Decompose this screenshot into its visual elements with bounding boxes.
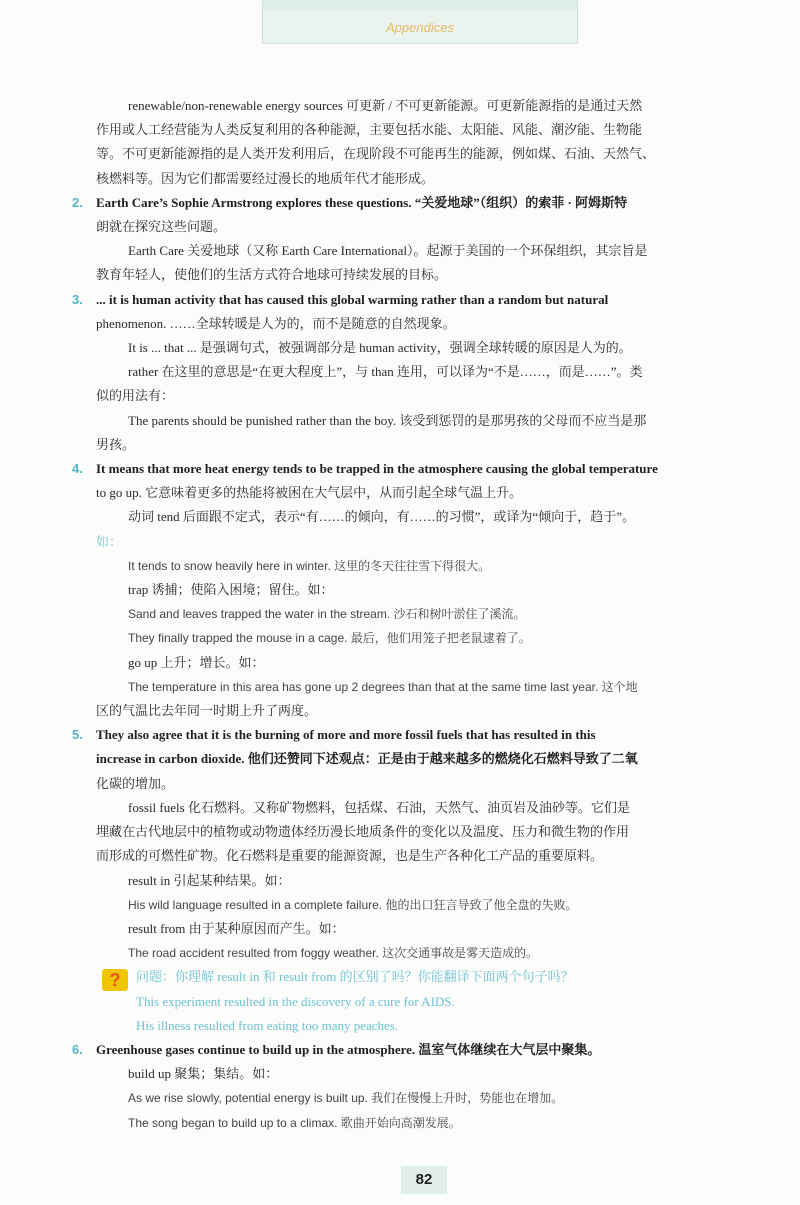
example-sentence: It tends to snow heavily here in winter. 这里的冬天往往雪下得很大。 <box>128 558 491 573</box>
example-sentence: The temperature in this area has gone up 2 degrees than that at the same time last year. 这个地 <box>128 679 638 694</box>
example-sentence: The song began to build up to a climax. 歌曲开始向高潮发展。 <box>128 1115 461 1130</box>
header-tab <box>262 0 578 44</box>
example-sentence: As we rise slowly, potential energy is built up. 我们在慢慢上升时，势能也在增加。 <box>128 1091 564 1106</box>
key-sentence: 朗就在探究这些问题。 <box>96 219 227 235</box>
explanation: trap 诱捕；使陷入困境；留住。如： <box>128 582 334 598</box>
note-item-5 <box>72 723 774 1038</box>
note-item-3 <box>72 288 774 457</box>
key-sentence: increase in carbon dioxide. 他们还赞同下述观点：正是由于越来越多的燃烧化石燃料导致了二氧 <box>96 751 638 767</box>
explanation: 似的用法有： <box>96 388 175 404</box>
text-line: renewable/non-renewable energy sources 可更新 / 不可更新能源。可更新能源指的是通过天然 <box>128 98 643 113</box>
explanation: rather 在这里的意思是“在更大程度上”，与 than 连用，可以译为“不是……，而是……”。类 <box>128 364 643 380</box>
example-label: 如： <box>96 533 123 549</box>
item-number: 4. <box>72 461 83 477</box>
example-sentence: 区的气温比去年同一时期上升了两度。 <box>96 703 318 719</box>
page-number: 82 <box>401 1166 447 1194</box>
text-line: 核燃料等。因为它们都需要经过漫长的地质年代才能形成。 <box>96 170 435 186</box>
question-prompt: 问题：你理解 result in 和 result from 的区别了吗？你能翻译下面两个句子吗？ <box>136 969 574 985</box>
note-renewable-energy <box>96 94 774 191</box>
example-sentence: Sand and leaves trapped the water in the stream. 沙石和树叶淤住了溪流。 <box>128 607 526 622</box>
question-box <box>96 965 774 1038</box>
key-sentence: Earth Care’s Sophie Armstrong explores these questions. “关爱地球”（组织）的索菲 · 阿姆斯特 <box>96 194 628 210</box>
question-sentence: This experiment resulted in the discovery of a cure for AIDS. <box>136 993 455 1009</box>
question-sentence: His illness resulted from eating too many peaches. <box>136 1017 399 1033</box>
text-line: 作用或人工经营能为人类反复利用的各种能源，主要包括水能、太阳能、风能、潮汐能、生物能 <box>96 122 643 138</box>
page-content <box>72 94 774 1135</box>
key-sentence: Greenhouse gases continue to build up in the atmosphere. 温室气体继续在大气层中聚集。 <box>96 1041 601 1057</box>
explanation: fossil fuels 化石燃料。又称矿物燃料，包括煤、石油，天然气、油页岩及油砂等。它们是 <box>128 799 630 815</box>
text-line: 等。不可更新能源指的是人类开发利用后，在现阶段不可能再生的能源，例如煤、石油、天然气、 <box>96 146 656 162</box>
explanation: Earth Care 关爱地球（又称 Earth Care International）。起源于美国的一个环保组织，其宗旨是 <box>128 243 648 259</box>
item-number: 3. <box>72 291 83 307</box>
key-sentence: 化碳的增加。 <box>96 775 175 791</box>
example-sentence: They finally trapped the mouse in a cage. 最后，他们用笼子把老鼠逮着了。 <box>128 631 531 646</box>
explanation: 埋藏在古代地层中的植物或动物遗体经历漫长地质条件的变化以及温度、压力和微生物的作用 <box>96 824 630 840</box>
explanation: go up 上升；增长。如： <box>128 654 265 670</box>
explanation: result in 引起某种结果。如： <box>128 872 291 888</box>
example-sentence: 男孩。 <box>96 436 136 452</box>
explanation: It is ... that ... 是强调句式，被强调部分是 human activity，强调全球转暖的原因是人为的。 <box>128 340 632 356</box>
key-sentence: phenomenon. ……全球转暖是人为的，而不是随意的自然现象。 <box>96 315 456 331</box>
item-number: 5. <box>72 727 83 743</box>
note-item-6 <box>72 1038 774 1135</box>
key-sentence: to go up. 它意味着更多的热能将被困在大气层中，从而引起全球气温上升。 <box>96 485 523 501</box>
note-item-4 <box>72 457 774 723</box>
section-title: Appendices <box>386 20 454 35</box>
note-item-2 <box>72 191 774 288</box>
header-strip <box>263 0 577 10</box>
explanation: result from 由于某种原因而产生。如： <box>128 920 345 936</box>
explanation: build up 聚集；集结。如： <box>128 1066 279 1082</box>
explanation: 而形成的可燃性矿物。化石燃料是重要的能源资源，也是生产各种化工产品的重要原料。 <box>96 848 604 864</box>
item-number: 6. <box>72 1041 83 1057</box>
explanation: 教育年轻人，使他们的生活方式符合地球可持续发展的目标。 <box>96 267 448 283</box>
example-sentence: The parents should be punished rather than the boy. 该受到惩罚的是那男孩的父母而不应当是那 <box>128 412 647 428</box>
question-mark-icon: ? <box>102 969 128 991</box>
example-sentence: His wild language resulted in a complete failure. 他的出口狂言导致了他全盘的失败。 <box>128 897 578 912</box>
key-sentence: It means that more heat energy tends to be trapped in the atmosphere causing the global temperature <box>96 461 658 477</box>
item-number: 2. <box>72 194 83 210</box>
key-sentence: ... it is human activity that has caused this global warming rather than a random but natural <box>96 291 609 307</box>
example-sentence: The road accident resulted from foggy weather. 这次交通事故是雾天造成的。 <box>128 946 539 961</box>
explanation: 动词 tend 后面跟不定式，表示“有……的倾向，有……的习惯”，或译为“倾向于，趋于”。 <box>128 509 635 525</box>
key-sentence: They also agree that it is the burning of more and more fossil fuels that has resulted in this <box>96 727 596 743</box>
